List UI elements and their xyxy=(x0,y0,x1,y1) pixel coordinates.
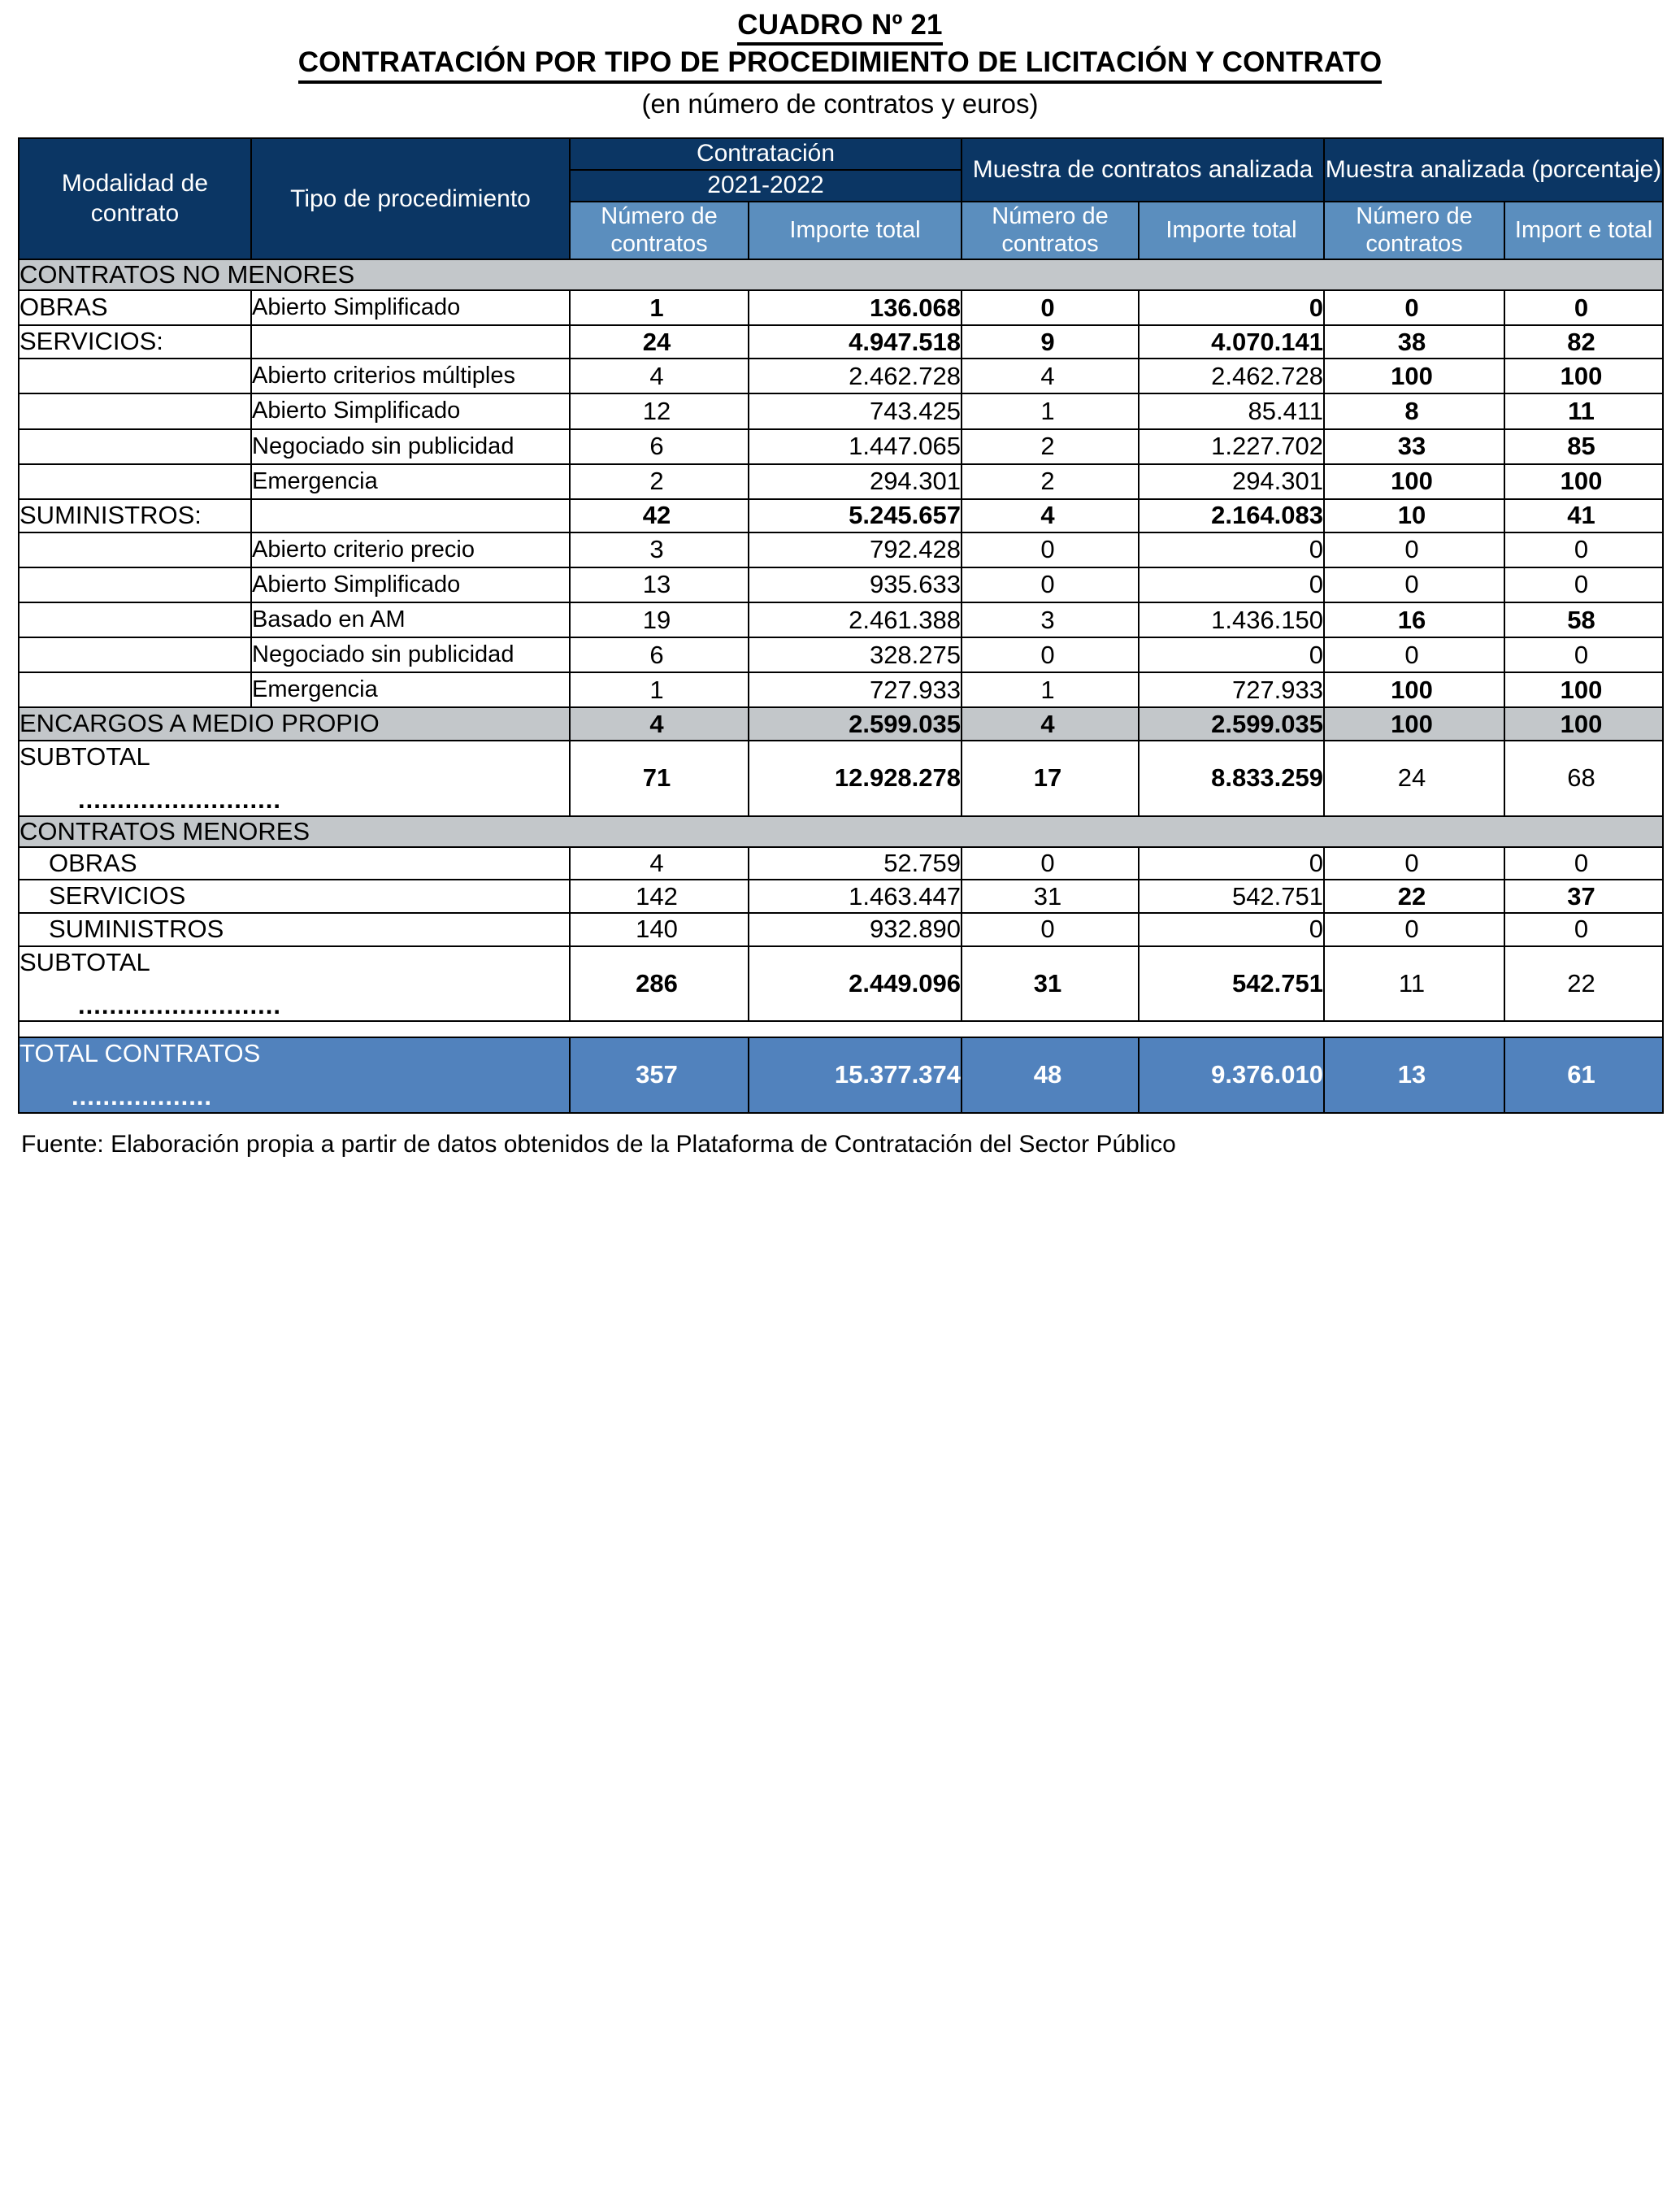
servicios-negociado-sin-publicidad-importe-total-2: 1.227.702 xyxy=(1139,429,1324,464)
servicios-emergencia-numero-contratos-pct: 100 xyxy=(1324,464,1504,499)
header-modalidad: Modalidad de contrato xyxy=(19,138,251,259)
servicios-abierto-criterios-multiples-numero-contratos-1: 4 xyxy=(570,359,749,393)
servicios-emergencia-importe-total-1: 294.301 xyxy=(749,464,962,499)
suministros-abierto-simplificado-numero-contratos-pct: 0 xyxy=(1324,567,1504,602)
page-title-number: CUADRO Nº 21 xyxy=(18,8,1662,46)
header-sub-importe-contratacion: Importe total xyxy=(749,202,962,260)
servicios-abierto-simplificado-numero-contratos-2: 1 xyxy=(962,393,1139,428)
table-row xyxy=(19,847,1663,880)
servicios-abierto-criterios-multiples-procedimiento: Abierto criterios múltiples xyxy=(251,359,570,393)
table-row xyxy=(19,359,1663,393)
table-spacer xyxy=(19,1021,1663,1037)
total-contratos-label xyxy=(19,1037,570,1112)
suministros-basado-en-am-importe-total-2: 1.436.150 xyxy=(1139,602,1324,637)
subtotal-no-menores-numero-contratos-pct: 24 xyxy=(1324,741,1504,815)
subtotal-no-menores-numero-contratos-1: 71 xyxy=(570,741,749,815)
suministros-abierto-simplificado-modalidad xyxy=(19,567,251,602)
servicios-emergencia-importe-total-pct: 100 xyxy=(1504,464,1663,499)
suministros-total-modalidad: SUMINISTROS: xyxy=(19,499,251,532)
table-spacer-cell xyxy=(19,1021,1663,1037)
suministros-basado-en-am-importe-total-pct: 58 xyxy=(1504,602,1663,637)
header-sub-numero-muestra: Número de contratos xyxy=(962,202,1139,260)
contracts-table xyxy=(18,137,1664,1113)
suministros-negociado-sin-publicidad-importe-total-1: 328.275 xyxy=(749,637,962,672)
suministros-basado-en-am-numero-contratos-2: 3 xyxy=(962,602,1139,637)
section-contratos-no-menores-label: CONTRATOS NO MENORES xyxy=(19,259,1663,290)
menores-obras-importe-total-pct: 0 xyxy=(1504,847,1663,880)
subtotal-menores-leader: .......................... xyxy=(78,991,281,1020)
servicios-total-procedimiento xyxy=(251,325,570,359)
total-contratos-importe-total-1: 15.377.374 xyxy=(749,1037,962,1112)
obras-no-menores-modalidad: OBRAS xyxy=(19,290,251,325)
servicios-negociado-sin-publicidad-numero-contratos-pct: 33 xyxy=(1324,429,1504,464)
total-contratos-numero-contratos-1: 357 xyxy=(570,1037,749,1112)
suministros-basado-en-am-numero-contratos-pct: 16 xyxy=(1324,602,1504,637)
subtotal-menores-importe-total-1: 2.449.096 xyxy=(749,946,962,1021)
table-row xyxy=(19,913,1663,946)
obras-no-menores-numero-contratos-2: 0 xyxy=(962,290,1139,325)
menores-servicios-modalidad: SERVICIOS xyxy=(19,880,570,913)
table-row-subtotal-menores xyxy=(19,946,1663,1021)
total-contratos-numero-contratos-2: 48 xyxy=(962,1037,1139,1112)
servicios-negociado-sin-publicidad-importe-total-pct: 85 xyxy=(1504,429,1663,464)
subtotal-no-menores-importe-total-1: 12.928.278 xyxy=(749,741,962,815)
suministros-emergencia-importe-total-pct: 100 xyxy=(1504,672,1663,707)
servicios-negociado-sin-publicidad-numero-contratos-1: 6 xyxy=(570,429,749,464)
encargos-numero-contratos-1: 4 xyxy=(570,707,749,741)
menores-obras-numero-contratos-2: 0 xyxy=(962,847,1139,880)
table-row xyxy=(19,290,1663,325)
servicios-abierto-simplificado-importe-total-1: 743.425 xyxy=(749,393,962,428)
obras-no-menores-numero-contratos-pct: 0 xyxy=(1324,290,1504,325)
menores-servicios-numero-contratos-pct: 22 xyxy=(1324,880,1504,913)
suministros-emergencia-numero-contratos-pct: 100 xyxy=(1324,672,1504,707)
suministros-abierto-criterio-precio-numero-contratos-2: 0 xyxy=(962,532,1139,567)
encargos-importe-total-2: 2.599.035 xyxy=(1139,707,1324,741)
suministros-negociado-sin-publicidad-procedimiento: Negociado sin publicidad xyxy=(251,637,570,672)
suministros-basado-en-am-procedimiento: Basado en AM xyxy=(251,602,570,637)
suministros-total-importe-total-2: 2.164.083 xyxy=(1139,499,1324,532)
menores-suministros-importe-total-2: 0 xyxy=(1139,913,1324,946)
page-subtitle: (en número de contratos y euros) xyxy=(641,88,1039,119)
table-row xyxy=(19,672,1663,707)
header-group-contratacion: Contratación xyxy=(570,138,962,170)
suministros-abierto-criterio-precio-numero-contratos-pct: 0 xyxy=(1324,532,1504,567)
encargos-importe-total-pct: 100 xyxy=(1504,707,1663,741)
table-row xyxy=(19,880,1663,913)
menores-suministros-importe-total-1: 932.890 xyxy=(749,913,962,946)
obras-no-menores-importe-total-pct: 0 xyxy=(1504,290,1663,325)
servicios-total-numero-contratos-1: 24 xyxy=(570,325,749,359)
servicios-total-importe-total-1: 4.947.518 xyxy=(749,325,962,359)
suministros-negociado-sin-publicidad-modalidad xyxy=(19,637,251,672)
servicios-negociado-sin-publicidad-importe-total-1: 1.447.065 xyxy=(749,429,962,464)
menores-suministros-numero-contratos-2: 0 xyxy=(962,913,1139,946)
suministros-abierto-criterio-precio-numero-contratos-1: 3 xyxy=(570,532,749,567)
servicios-emergencia-procedimiento: Emergencia xyxy=(251,464,570,499)
suministros-abierto-simplificado-importe-total-1: 935.633 xyxy=(749,567,962,602)
suministros-negociado-sin-publicidad-numero-contratos-pct: 0 xyxy=(1324,637,1504,672)
menores-obras-numero-contratos-1: 4 xyxy=(570,847,749,880)
page-title-main: CONTRATACIÓN POR TIPO DE PROCEDIMIENTO DE LICITACIÓN Y CONTRATO xyxy=(18,46,1662,83)
menores-suministros-importe-total-pct: 0 xyxy=(1504,913,1663,946)
suministros-abierto-simplificado-numero-contratos-2: 0 xyxy=(962,567,1139,602)
suministros-total-procedimiento xyxy=(251,499,570,532)
servicios-abierto-criterios-multiples-importe-total-2: 2.462.728 xyxy=(1139,359,1324,393)
suministros-abierto-criterio-precio-modalidad xyxy=(19,532,251,567)
menores-servicios-importe-total-pct: 37 xyxy=(1504,880,1663,913)
servicios-total-importe-total-2: 4.070.141 xyxy=(1139,325,1324,359)
servicios-negociado-sin-publicidad-numero-contratos-2: 2 xyxy=(962,429,1139,464)
suministros-abierto-criterio-precio-importe-total-2: 0 xyxy=(1139,532,1324,567)
subtotal-menores-numero-contratos-pct: 11 xyxy=(1324,946,1504,1021)
subtotal-no-menores-label xyxy=(19,741,570,815)
encargos-numero-contratos-2: 4 xyxy=(962,707,1139,741)
menores-obras-modalidad: OBRAS xyxy=(19,847,570,880)
servicios-abierto-criterios-multiples-modalidad xyxy=(19,359,251,393)
suministros-abierto-simplificado-numero-contratos-1: 13 xyxy=(570,567,749,602)
suministros-total-numero-contratos-1: 42 xyxy=(570,499,749,532)
table-row-subtotal-no-menores xyxy=(19,741,1663,815)
menores-obras-importe-total-1: 52.759 xyxy=(749,847,962,880)
table-row xyxy=(19,393,1663,428)
header-years: 2021-2022 xyxy=(570,170,962,202)
servicios-emergencia-numero-contratos-2: 2 xyxy=(962,464,1139,499)
suministros-total-numero-contratos-2: 4 xyxy=(962,499,1139,532)
table-row xyxy=(19,532,1663,567)
servicios-total-modalidad: SERVICIOS: xyxy=(19,325,251,359)
suministros-abierto-criterio-precio-procedimiento: Abierto criterio precio xyxy=(251,532,570,567)
subtotal-no-menores-importe-total-pct: 68 xyxy=(1504,741,1663,815)
servicios-abierto-simplificado-procedimiento: Abierto Simplificado xyxy=(251,393,570,428)
menores-suministros-numero-contratos-1: 140 xyxy=(570,913,749,946)
suministros-emergencia-procedimiento: Emergencia xyxy=(251,672,570,707)
suministros-negociado-sin-publicidad-importe-total-2: 0 xyxy=(1139,637,1324,672)
total-contratos-importe-total-2: 9.376.010 xyxy=(1139,1037,1324,1112)
servicios-abierto-simplificado-numero-contratos-1: 12 xyxy=(570,393,749,428)
source-note: Fuente: Elaboración propia a partir de datos obtenidos de la Plataforma de Contratación del Sector Público xyxy=(21,1130,1176,1158)
suministros-emergencia-importe-total-1: 727.933 xyxy=(749,672,962,707)
header-group-porcentaje: Muestra analizada (porcentaje) xyxy=(1324,138,1663,201)
menores-servicios-numero-contratos-1: 142 xyxy=(570,880,749,913)
suministros-abierto-criterio-precio-importe-total-1: 792.428 xyxy=(749,532,962,567)
suministros-emergencia-numero-contratos-2: 1 xyxy=(962,672,1139,707)
obras-no-menores-procedimiento: Abierto Simplificado xyxy=(251,290,570,325)
header-group-muestra: Muestra de contratos analizada xyxy=(962,138,1324,201)
header-sub-importe-porcentaje: Import e total xyxy=(1504,202,1663,260)
obras-no-menores-importe-total-1: 136.068 xyxy=(749,290,962,325)
servicios-abierto-simplificado-importe-total-pct: 11 xyxy=(1504,393,1663,428)
table-row xyxy=(19,602,1663,637)
suministros-abierto-simplificado-importe-total-pct: 0 xyxy=(1504,567,1663,602)
section-contratos-menores-label: CONTRATOS MENORES xyxy=(19,816,1663,847)
subtotal-menores-importe-total-pct: 22 xyxy=(1504,946,1663,1021)
menores-obras-importe-total-2: 0 xyxy=(1139,847,1324,880)
menores-obras-numero-contratos-pct: 0 xyxy=(1324,847,1504,880)
servicios-emergencia-modalidad xyxy=(19,464,251,499)
table-row xyxy=(19,637,1663,672)
suministros-basado-en-am-importe-total-1: 2.461.388 xyxy=(749,602,962,637)
subtotal-menores-text: SUBTOTAL xyxy=(20,947,150,976)
total-contratos-importe-total-pct: 61 xyxy=(1504,1037,1663,1112)
suministros-emergencia-importe-total-2: 727.933 xyxy=(1139,672,1324,707)
table-row xyxy=(19,429,1663,464)
servicios-emergencia-importe-total-2: 294.301 xyxy=(1139,464,1324,499)
subtotal-menores-label xyxy=(19,946,570,1021)
menores-suministros-numero-contratos-pct: 0 xyxy=(1324,913,1504,946)
table-header xyxy=(19,138,1663,259)
servicios-abierto-simplificado-modalidad xyxy=(19,393,251,428)
suministros-negociado-sin-publicidad-numero-contratos-1: 6 xyxy=(570,637,749,672)
obras-no-menores-importe-total-2: 0 xyxy=(1139,290,1324,325)
table-row-total xyxy=(19,1037,1663,1112)
total-contratos-numero-contratos-pct: 13 xyxy=(1324,1037,1504,1112)
servicios-abierto-simplificado-importe-total-2: 85.411 xyxy=(1139,393,1324,428)
subtotal-menores-importe-total-2: 542.751 xyxy=(1139,946,1324,1021)
suministros-total-importe-total-1: 5.245.657 xyxy=(749,499,962,532)
section-contratos-no-menores xyxy=(19,259,1663,290)
subtotal-no-menores-importe-total-2: 8.833.259 xyxy=(1139,741,1324,815)
table-row xyxy=(19,567,1663,602)
servicios-negociado-sin-publicidad-modalidad xyxy=(19,429,251,464)
servicios-abierto-simplificado-numero-contratos-pct: 8 xyxy=(1324,393,1504,428)
servicios-total-numero-contratos-2: 9 xyxy=(962,325,1139,359)
suministros-abierto-criterio-precio-importe-total-pct: 0 xyxy=(1504,532,1663,567)
menores-servicios-importe-total-2: 542.751 xyxy=(1139,880,1324,913)
table-row-encargos xyxy=(19,707,1663,741)
servicios-emergencia-numero-contratos-1: 2 xyxy=(570,464,749,499)
suministros-abierto-simplificado-procedimiento: Abierto Simplificado xyxy=(251,567,570,602)
servicios-negociado-sin-publicidad-procedimiento: Negociado sin publicidad xyxy=(251,429,570,464)
obras-no-menores-numero-contratos-1: 1 xyxy=(570,290,749,325)
suministros-negociado-sin-publicidad-numero-contratos-2: 0 xyxy=(962,637,1139,672)
servicios-total-numero-contratos-pct: 38 xyxy=(1324,325,1504,359)
suministros-basado-en-am-numero-contratos-1: 19 xyxy=(570,602,749,637)
table-row xyxy=(19,325,1663,359)
encargos-importe-total-1: 2.599.035 xyxy=(749,707,962,741)
total-contratos-text: TOTAL CONTRATOS xyxy=(20,1039,261,1068)
suministros-negociado-sin-publicidad-importe-total-pct: 0 xyxy=(1504,637,1663,672)
subtotal-no-menores-text: SUBTOTAL xyxy=(20,742,150,771)
servicios-abierto-criterios-multiples-importe-total-1: 2.462.728 xyxy=(749,359,962,393)
servicios-total-importe-total-pct: 82 xyxy=(1504,325,1663,359)
suministros-basado-en-am-modalidad xyxy=(19,602,251,637)
section-contratos-menores xyxy=(19,816,1663,847)
total-contratos-leader: .................. xyxy=(72,1082,213,1111)
suministros-total-importe-total-pct: 41 xyxy=(1504,499,1663,532)
header-row-groups xyxy=(19,138,1663,170)
suministros-emergencia-numero-contratos-1: 1 xyxy=(570,672,749,707)
encargos-numero-contratos-pct: 100 xyxy=(1324,707,1504,741)
menores-servicios-numero-contratos-2: 31 xyxy=(962,880,1139,913)
suministros-emergencia-modalidad xyxy=(19,672,251,707)
menores-suministros-modalidad: SUMINISTROS xyxy=(19,913,570,946)
suministros-total-numero-contratos-pct: 10 xyxy=(1324,499,1504,532)
title-block xyxy=(18,0,1662,121)
header-sub-importe-muestra: Importe total xyxy=(1139,202,1324,260)
table-row xyxy=(19,464,1663,499)
header-sub-numero-porcentaje: Número de contratos xyxy=(1324,202,1504,260)
menores-servicios-importe-total-1: 1.463.447 xyxy=(749,880,962,913)
subtotal-menores-numero-contratos-1: 286 xyxy=(570,946,749,1021)
table-body xyxy=(19,259,1663,1112)
subtotal-no-menores-leader: .......................... xyxy=(78,785,281,815)
servicios-abierto-criterios-multiples-numero-contratos-pct: 100 xyxy=(1324,359,1504,393)
subtotal-no-menores-numero-contratos-2: 17 xyxy=(962,741,1139,815)
encargos-label: ENCARGOS A MEDIO PROPIO xyxy=(19,707,570,741)
table-row xyxy=(19,499,1663,532)
servicios-abierto-criterios-multiples-importe-total-pct: 100 xyxy=(1504,359,1663,393)
subtotal-menores-numero-contratos-2: 31 xyxy=(962,946,1139,1021)
header-tipo-procedimiento: Tipo de procedimiento xyxy=(251,138,570,259)
header-sub-numero-contratacion: Número de contratos xyxy=(570,202,749,260)
servicios-abierto-criterios-multiples-numero-contratos-2: 4 xyxy=(962,359,1139,393)
suministros-abierto-simplificado-importe-total-2: 0 xyxy=(1139,567,1324,602)
